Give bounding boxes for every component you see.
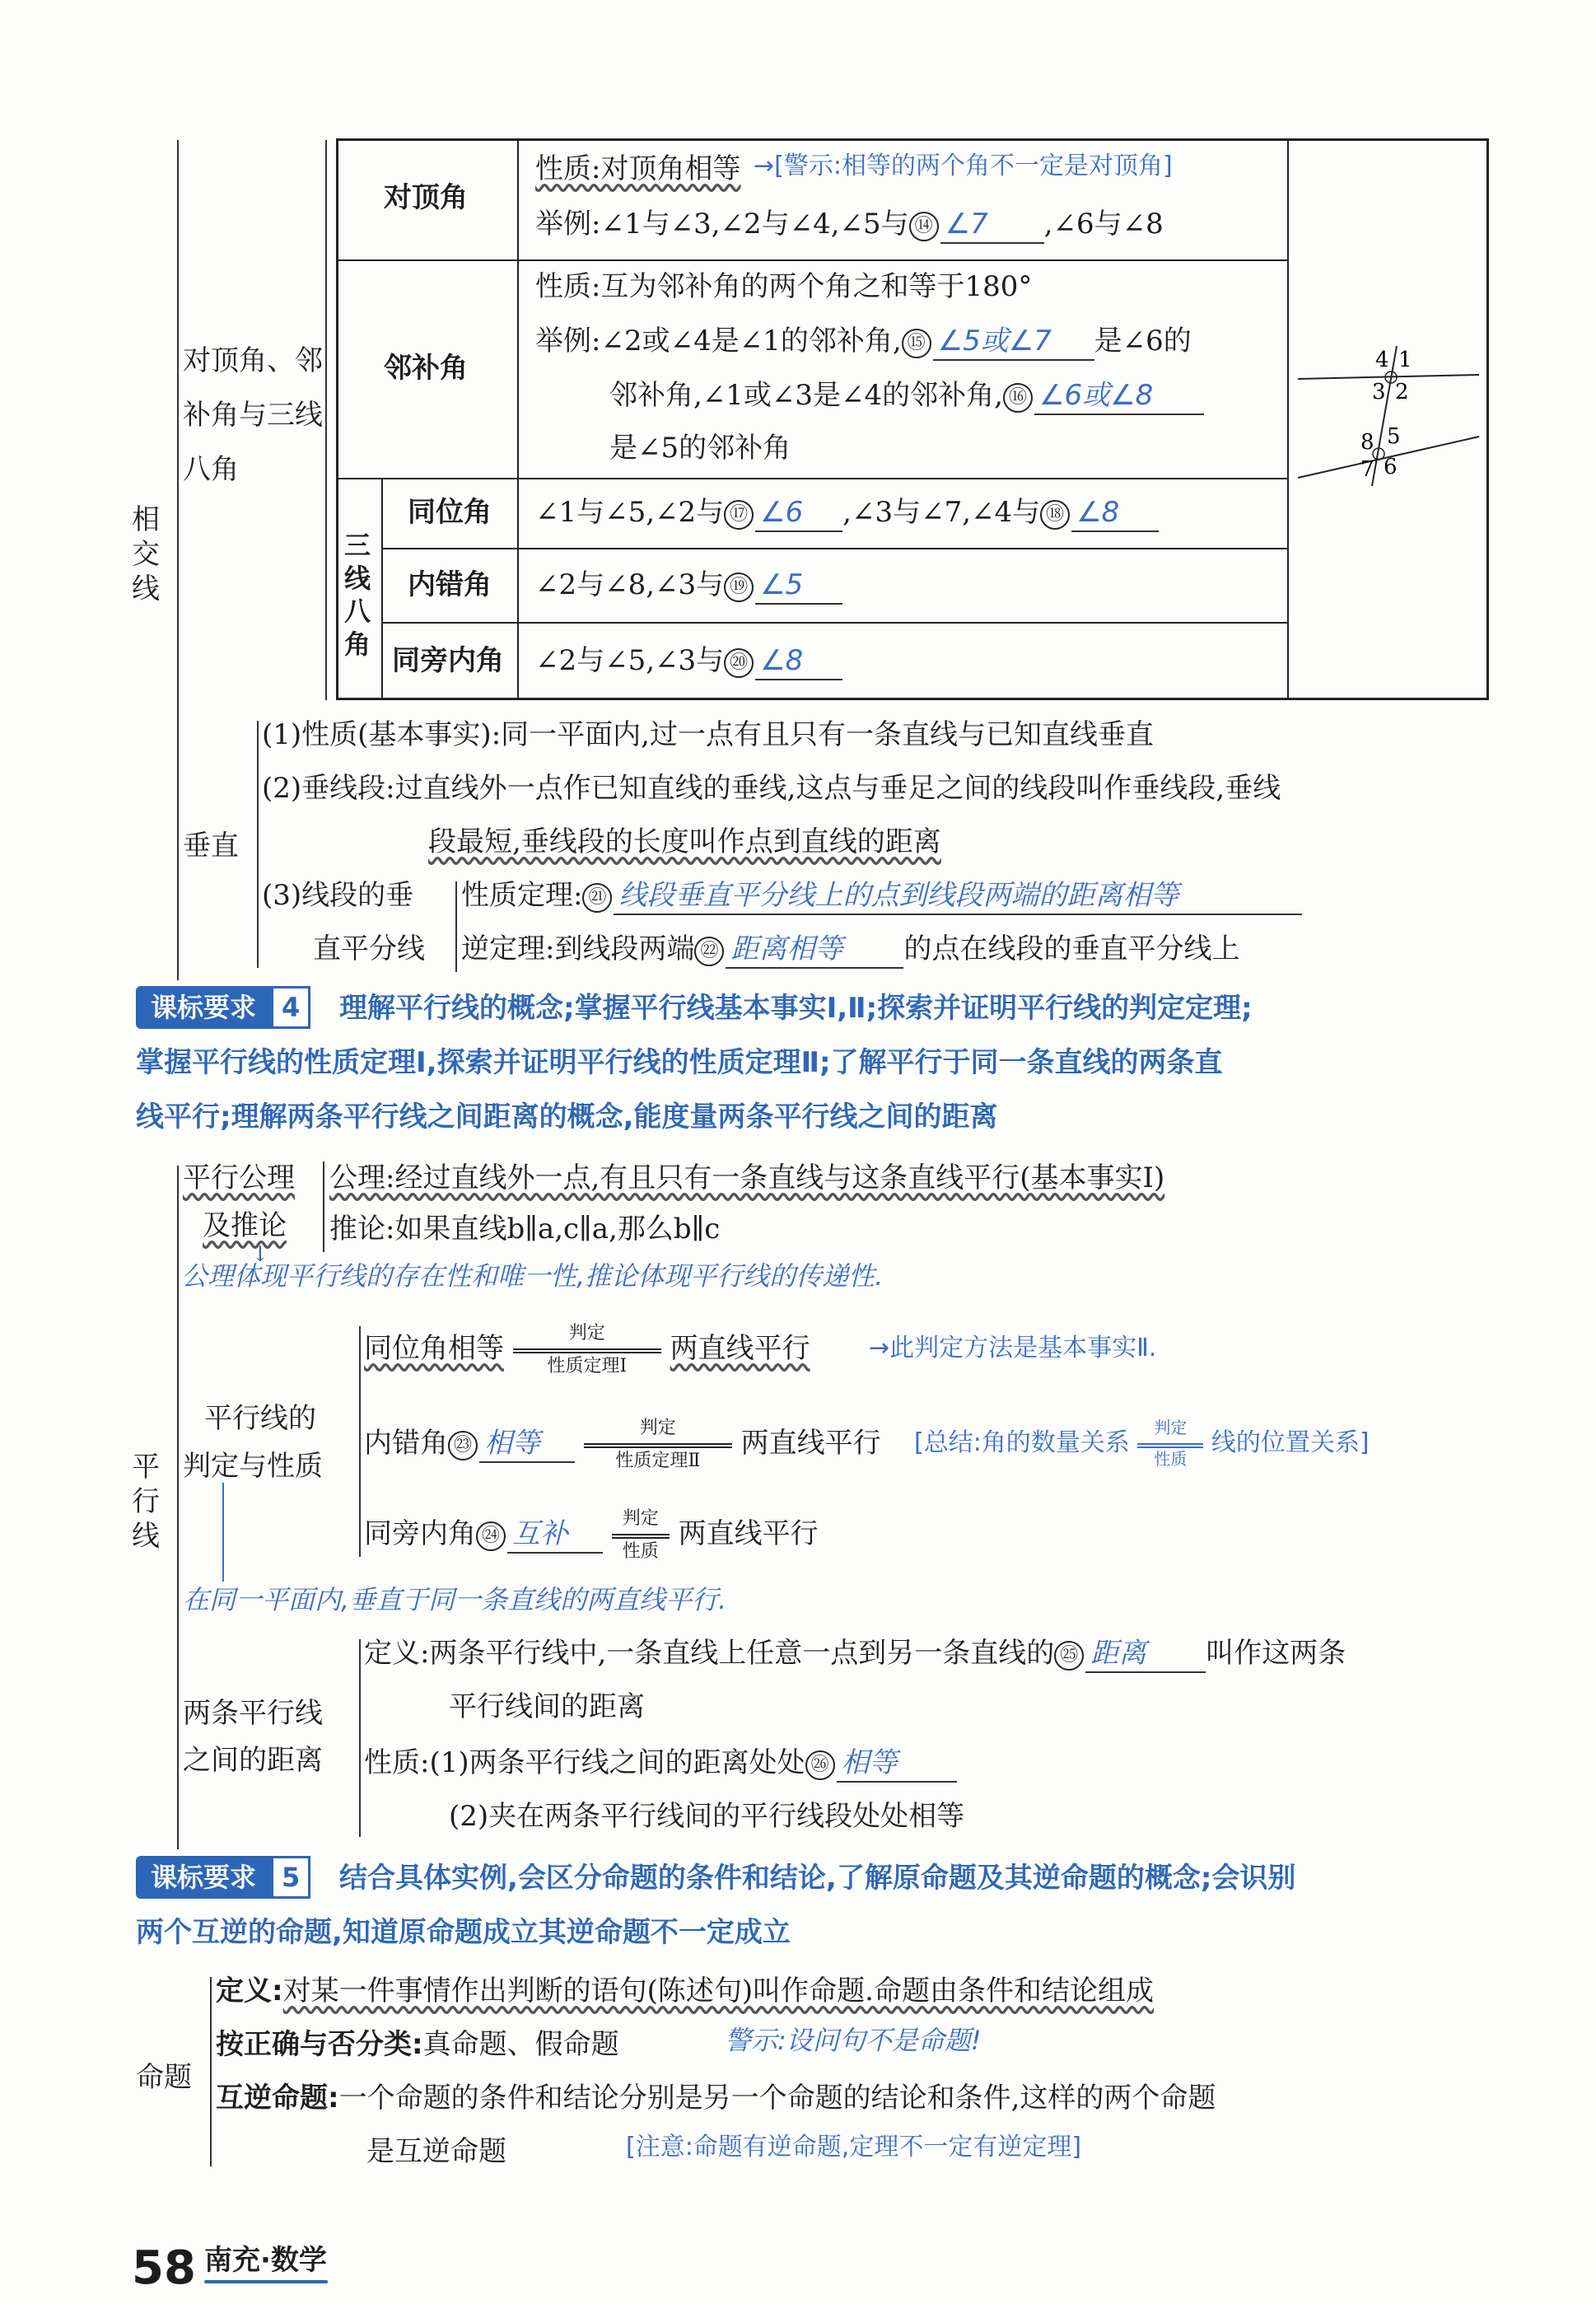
label-perpendicular: 垂直 [183,830,239,862]
figure-angle-label: 1 [1398,348,1412,372]
transversal-figure [1290,329,1487,494]
root-brace-intersecting [177,140,179,980]
label-distance-2: 之间的距离 [183,1744,323,1777]
arrow-axiom-note: ↓ [251,1242,269,1267]
adjacent-example-2: 邻补角,∠1或∠3是∠4的邻补角, ⑯ ∠6或∠8 [609,377,1204,415]
judgment-row-1: 同位角相等 判定 性质定理Ⅰ 两直线平行 [364,1323,810,1376]
answer-14[interactable]: ∠7 [940,206,1044,244]
requirement-badge-5: 课标要求 5 [136,1856,310,1899]
root-brace-parallel [177,1166,179,1849]
perp-bisector-theorem: 性质定理: ㉑ 线段垂直平分线上的点到线段两端的距离相等 [461,877,1302,915]
answer-19[interactable]: ∠5 [755,567,842,605]
judgment-brace [359,1326,361,1557]
interior-content: ∠2与∠5,∠3与 ⑳ ∠8 [535,643,842,680]
figure-angle-label: 8 [1360,430,1374,455]
answer-22[interactable]: 距离相等 [726,931,903,969]
judgment-note-1: →此判定方法是基本事实Ⅱ. [869,1334,1157,1362]
requirement-4-line-2: 掌握平行线的性质定理Ⅰ,探索并证明平行线的性质定理Ⅱ;了解平行于同一条直线的两条直 [136,1046,1223,1079]
requirement-badge-4: 课标要求 4 [136,986,310,1029]
alternate-content: ∠2与∠8,∠3与 ⑲ ∠5 [535,567,842,605]
figure-angle-label: 5 [1387,424,1401,449]
label-alternate: 内错角 [408,568,492,601]
root-label-intersecting: 相交线 [132,503,160,605]
table-hline-2 [336,478,1289,479]
answer-25[interactable]: 距离 [1085,1635,1206,1673]
label-adjacent-angle: 邻补角 [384,352,468,385]
table-hline-3 [381,548,1289,549]
arrow-judgment-note [222,1483,224,1582]
vertical-angle-warning: →[警示:相等的两个角不一定是对顶角] [754,152,1173,180]
proposition-note: [注意:命题有逆命题,定理不一定有逆定理] [626,2133,1082,2161]
root-label-parallel: 平行线 [132,1451,160,1553]
answer-15[interactable]: ∠5或∠7 [933,323,1094,361]
figure-angle-label: 7 [1360,457,1374,482]
answer-23[interactable]: 相等 [479,1425,575,1463]
judgment-summary: [总结:角的数量关系 判定 性质 线的位置关系] [914,1418,1370,1469]
label-distance-1: 两条平行线 [183,1697,323,1730]
distance-definition-1: 定义:两条平行线中,一条直线上任意一点到另一条直线的 ㉕ 距离 叫作这两条 [364,1635,1346,1673]
perp-property: (1)性质(基本事实):同一平面内,过一点有且只有一条直线与已知直线垂直 [262,718,1154,751]
requirement-5-line-2: 两个互逆的命题,知道原命题成立其逆命题不一定成立 [136,1916,791,1949]
distance-definition-2: 平行线间的距离 [449,1690,645,1723]
footer-title: 南充·数学 [204,2244,327,2277]
label-vertical-angle: 对顶角 [384,181,468,214]
proposition-warning: 警示:设问句不是命题! [725,2025,982,2056]
adjacent-property: 性质:互为邻补角的两个角之和等于180° [535,270,1033,303]
label-axiom-2: 及推论 [203,1209,287,1242]
group-brace-angles [325,140,327,700]
distance-property-2: (2)夹在两条平行线间的平行线段处处相等 [449,1800,965,1833]
label-three-lines-eight-angles: 三线八角 [344,530,371,660]
perp-bisector-brace [455,881,457,972]
label-judgment-2: 判定与性质 [183,1450,323,1483]
label-axiom-1: 平行公理 [183,1161,295,1194]
answer-18[interactable]: ∠8 [1071,494,1159,532]
perp-bisector-label-2: 直平分线 [313,932,425,965]
table-vline-3 [381,478,383,700]
answer-20[interactable]: ∠8 [755,643,842,680]
perp-segment-2: 段最短,垂线段的长度叫作点到直线的距离 [428,825,941,858]
adjacent-example-1: 举例:∠2或∠4是∠1的邻补角, ⑮ ∠5或∠7 是∠6的 [535,323,1192,361]
perp-bisector-label-1: (3)线段的垂 [262,879,414,912]
perp-segment-1: (2)垂线段:过直线外一点作已知直线的垂线,这点与垂足之间的线段叫作垂线段,垂线 [262,772,1281,805]
perpendicular-brace [257,721,259,968]
vertical-angle-property: 性质:对顶角相等 [535,152,741,185]
figure-angle-label: 6 [1384,455,1398,479]
perp-bisector-converse: 逆定理:到线段两端 ㉒ 距离相等 的点在线段的垂直平分线上 [461,931,1239,969]
axiom-brace [323,1161,324,1252]
adjacent-example-3: 是∠5的邻补角 [609,432,791,465]
page-number: 58 [132,2241,196,2295]
parallel-axiom: 公理:经过直线外一点,有且只有一条直线与这条直线平行(基本事实Ⅰ) [329,1161,1165,1194]
root-label-proposition: 命题 [136,2061,192,2094]
label-interior: 同旁内角 [392,644,504,677]
parallel-corollary: 推论:如果直线b∥a,c∥a,那么b∥c [329,1213,721,1245]
distance-property-1: 性质:(1)两条平行线之间的距离处处 ㉖ 相等 [364,1745,957,1783]
vertical-angle-example: 举例:∠1与∠3,∠2与∠4,∠5与 ⑭ ∠7 ,∠6与∠8 [535,206,1164,244]
label-judgment-1: 平行线的 [204,1402,316,1435]
table-hline-1 [336,259,1289,261]
note-axiom: 公理体现平行线的存在性和唯一性,推论体现平行线的传递性. [181,1260,884,1292]
answer-26[interactable]: 相等 [837,1745,957,1783]
corresponding-content: ∠1与∠5,∠2与 ⑰ ∠6 ,∠3与∠7,∠4与 ⑱ ∠8 [535,494,1159,532]
figure-angle-label: 4 [1375,348,1389,372]
requirement-5-line-1: 结合具体实例,会区分命题的条件和结论,了解原命题及其逆命题的概念;会识别 [339,1862,1296,1895]
answer-17[interactable]: ∠6 [755,494,842,532]
table-vline-2 [1287,138,1289,700]
proposition-definition: 定义:对某一件事情作出判断的语句(陈述句)叫作命题.命题由条件和结论组成 [216,1975,1154,2007]
answer-21[interactable]: 线段垂直平分线上的点到线段两端的距离相等 [614,877,1302,915]
footer-underline [204,2280,328,2283]
requirement-4-line-3: 线平行;理解两条平行线之间距离的概念,能度量两条平行线之间的距离 [136,1101,998,1133]
figure-angle-label: 2 [1395,380,1409,404]
note-judgment: 在同一平面内,垂直于同一条直线的两直线平行. [183,1584,727,1615]
converse-proposition-2: 是互逆命题 [366,2135,506,2168]
answer-24[interactable]: 互补 [507,1516,603,1554]
proposition-classification: 按正确与否分类:真命题、假命题 [216,2028,619,2061]
table-hline-4 [381,622,1289,624]
answer-16[interactable]: ∠6或∠8 [1034,377,1204,415]
judgment-row-3: 同旁内角 ㉔ 互补 判定 性质 两直线平行 [364,1508,819,1562]
table-vline-1 [517,138,519,700]
converse-proposition-1: 互逆命题:一个命题的条件和结论分别是另一个命题的结论和条件,这样的两个命题 [216,2082,1216,2115]
label-corresponding: 同位角 [408,496,492,529]
distance-brace [359,1639,361,1837]
requirement-4-line-1: 理解平行线的概念;掌握平行线基本事实Ⅰ,Ⅱ;探索并证明平行线的判定定理; [339,992,1253,1025]
figure-angle-label: 3 [1372,380,1386,404]
judgment-row-2: 内错角 ㉓ 相等 判定 性质定理Ⅱ 两直线平行 [364,1418,881,1471]
group-label-angles: 对顶角、邻补角与三线八角 [183,344,323,486]
root-brace-proposition [210,1977,212,2166]
